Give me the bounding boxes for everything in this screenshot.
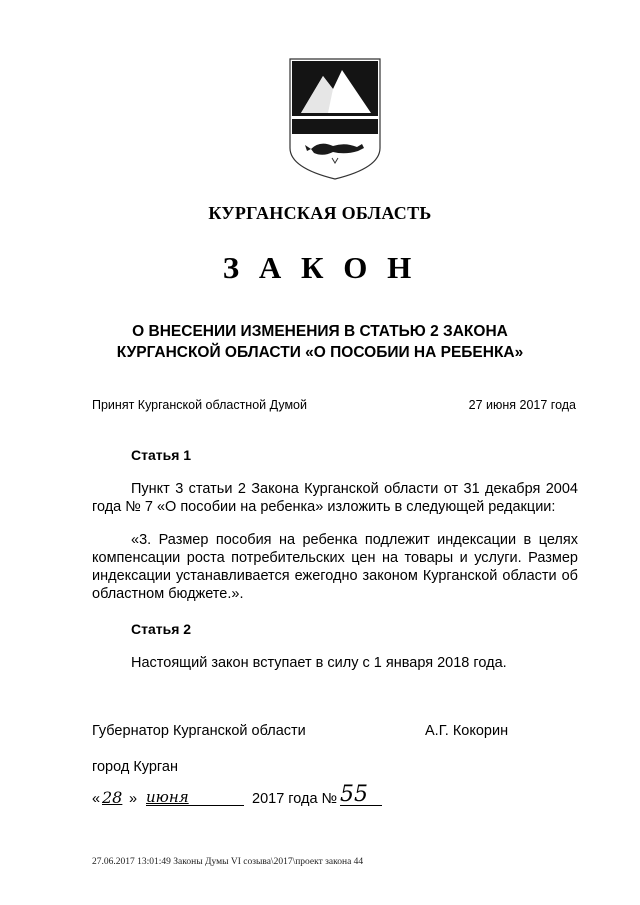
adoption-body: Принят Курганской областной Думой xyxy=(92,398,307,412)
signing-city: город Курган xyxy=(92,759,178,775)
handwritten-law-number: 55 xyxy=(340,782,368,807)
article-heading: Статья 1 xyxy=(131,447,192,463)
signatory-name: А.Г. Кокорин xyxy=(425,723,509,739)
article-paragraph: Пункт 3 статьи 2 Закона Курганской области от 31 декабря 2004 года № 7 «О пособии на ребенка» изложить в следующей редакции: xyxy=(92,481,578,515)
registration-line xyxy=(92,782,412,814)
law-subject xyxy=(60,321,580,363)
article-paragraph: Настоящий закон вступает в силу с 1 января 2018 года. xyxy=(131,655,507,671)
handwritten-month: июня xyxy=(146,788,189,806)
article-heading: Статья 2 xyxy=(131,621,192,637)
region-title: КУРГАНСКАЯ ОБЛАСТЬ xyxy=(208,203,432,223)
quote-open: « xyxy=(92,791,101,807)
file-path-footer: 27.06.2017 13:01:49 Законы Думы VI созыва\2017\проект закона 44 xyxy=(92,857,364,867)
adoption-date: 27 июня 2017 года xyxy=(468,398,576,412)
document-type-title: З А К О Н xyxy=(222,250,418,285)
handwritten-day: 28 xyxy=(102,788,123,807)
law-subject-line: КУРГАНСКОЙ ОБЛАСТИ «О ПОСОБИИ НА РЕБЕНКА» xyxy=(116,344,524,361)
quote-close: » xyxy=(129,791,138,807)
signatory-position: Губернатор Курганской области xyxy=(92,723,306,739)
coat-of-arms-icon xyxy=(287,56,383,182)
law-subject-line: О ВНЕСЕНИИ ИЗМЕНЕНИЯ В СТАТЬЮ 2 ЗАКОНА xyxy=(132,323,508,340)
year-number-label: 2017 года № xyxy=(252,791,338,807)
article-paragraph: «3. Размер пособия на ребенка подлежит индексации в целях компенсации роста потребительских цен на товары и услуги. Размер индексации устанавливается ежегодно законом Курганской области об областном бюджете.». xyxy=(92,532,578,602)
